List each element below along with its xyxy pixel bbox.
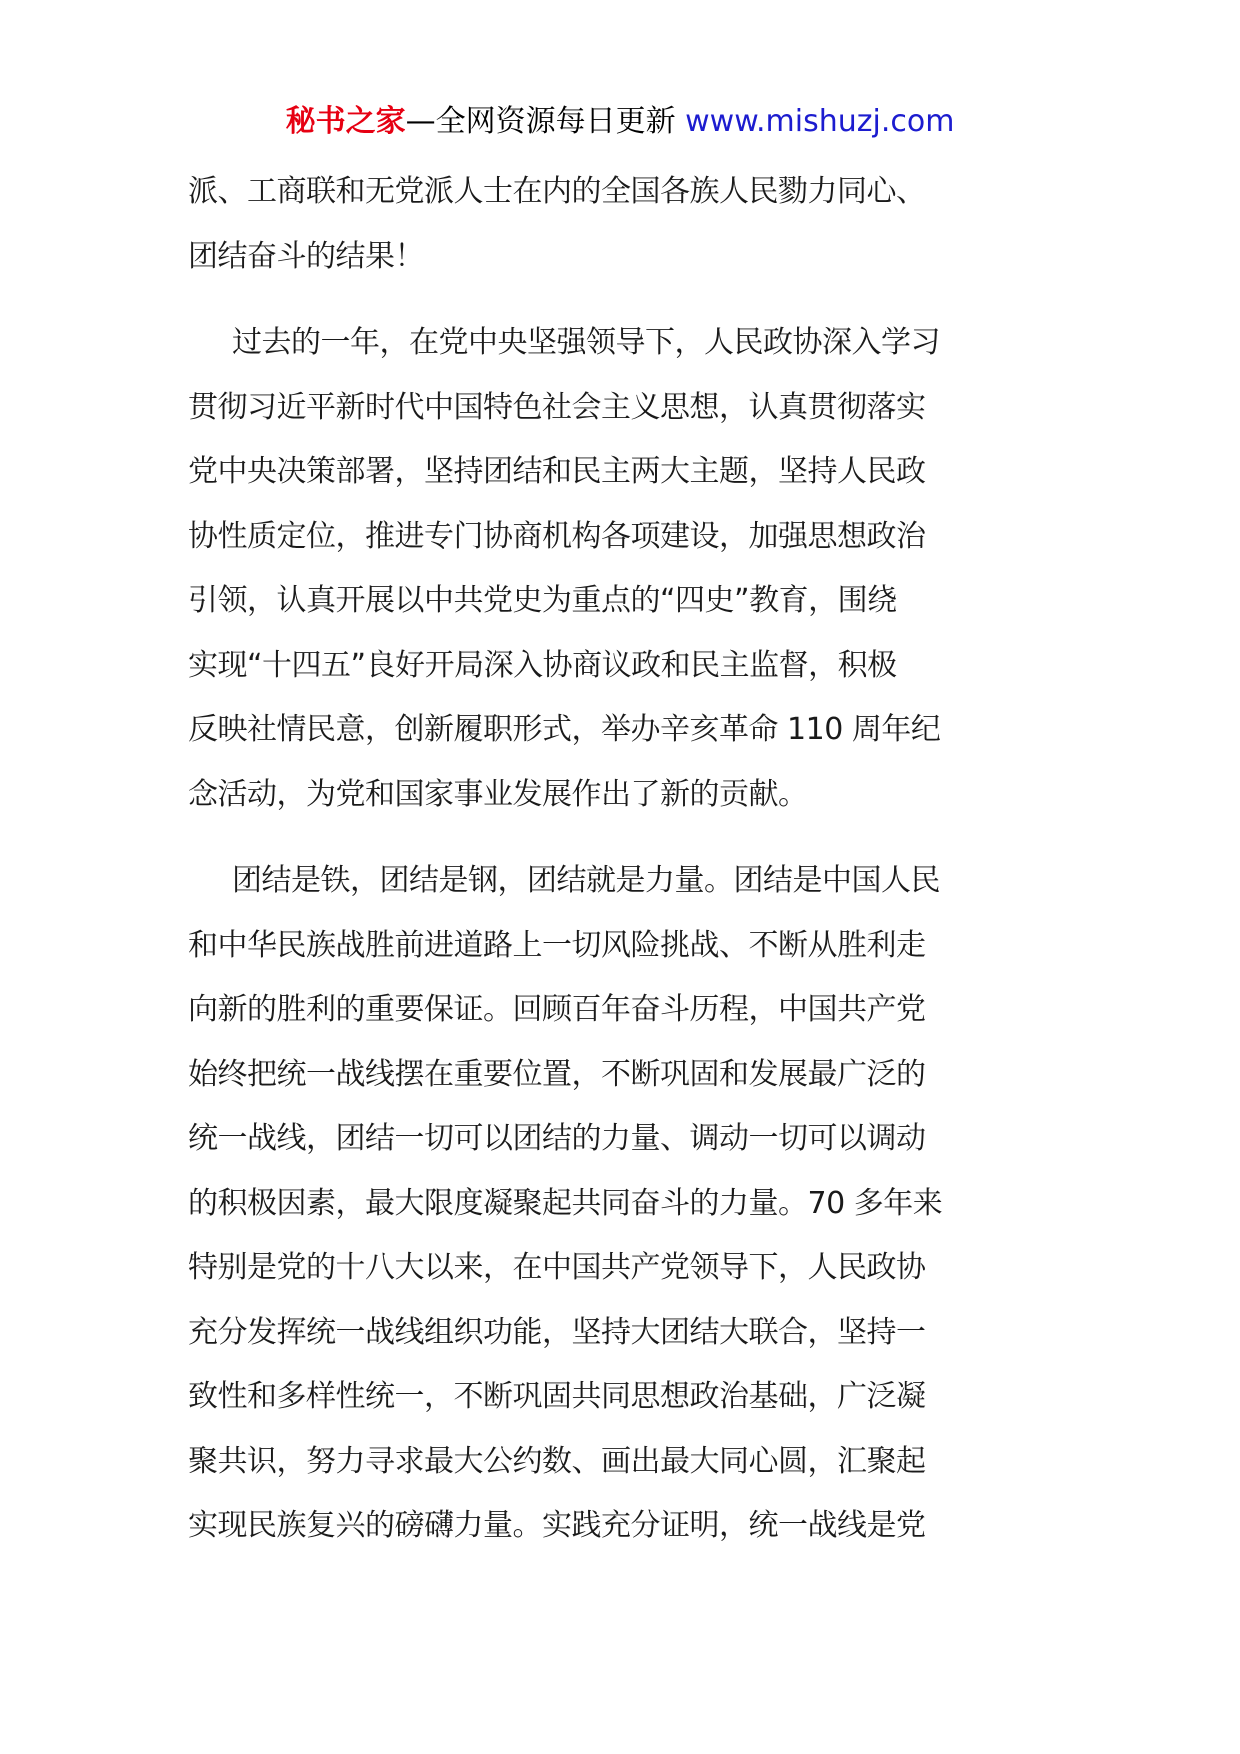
text-line: 特别是党的十八大以来，在中国共产党领导下，人民政协 xyxy=(188,1250,926,1285)
text-line: 致性和多样性统一，不断巩固共同思想政治基础，广泛凝 xyxy=(188,1379,926,1414)
text-line: 团结奋斗的结果！ xyxy=(188,238,424,274)
text-line: 向新的胜利的重要保证。回顾百年奋斗历程，中国共产党 xyxy=(188,992,926,1027)
text-line: 反映社情民意，创新履职形式，举办辛亥革命 110 周年纪 xyxy=(188,712,941,747)
text-line: 实现民族复兴的磅礴力量。实践充分证明，统一战线是党 xyxy=(188,1508,926,1543)
text-line: 协性质定位，推进专门协商机构各项建设，加强思想政治 xyxy=(188,518,926,554)
text-line: 充分发挥统一战线组织功能，坚持大团结大联合，坚持一 xyxy=(188,1314,926,1350)
paragraph-past-year xyxy=(188,311,1058,827)
brand-name: 秘书之家 xyxy=(285,104,406,139)
site-header xyxy=(0,100,1240,144)
header-tagline: —全网资源每日更新 xyxy=(405,104,676,139)
text-line: 和中华民族战胜前进道路上一切风险挑战、不断从胜利走 xyxy=(188,927,926,963)
text-line: 派、工商联和无党派人士在内的全国各族人民勠力同心、 xyxy=(188,174,926,209)
text-line: 党中央决策部署，坚持团结和民主两大主题，坚持人民政 xyxy=(188,454,926,489)
text-line: 聚共识，努力寻求最大公约数、画出最大同心圆，汇聚起 xyxy=(188,1443,926,1479)
paragraph-unity xyxy=(188,849,1058,1559)
text-line: 念活动，为党和国家事业发展作出了新的贡献。 xyxy=(188,776,808,812)
document-body xyxy=(188,160,1058,1581)
text-line: 引领，认真开展以中共党史为重点的“四史”教育，围绕 xyxy=(188,583,897,618)
site-url-link[interactable]: www.mishuzj.com xyxy=(685,104,955,139)
text-line: 过去的一年，在党中央坚强领导下，人民政协深入学习 xyxy=(232,325,940,360)
text-line: 的积极因素，最大限度凝聚起共同奋斗的力量。70 多年来 xyxy=(188,1185,943,1221)
text-line: 统一战线，团结一切可以团结的力量、调动一切可以调动 xyxy=(188,1121,926,1156)
text-line: 团结是铁，团结是钢，团结就是力量。团结是中国人民 xyxy=(232,863,940,898)
text-line: 始终把统一战线摆在重要位置，不断巩固和发展最广泛的 xyxy=(188,1056,926,1092)
paragraph-continuation xyxy=(188,160,1058,289)
text-line: 实现“十四五”良好开局深入协商议政和民主监督，积极 xyxy=(188,647,897,683)
text-line: 贯彻习近平新时代中国特色社会主义思想，认真贯彻落实 xyxy=(188,389,926,425)
